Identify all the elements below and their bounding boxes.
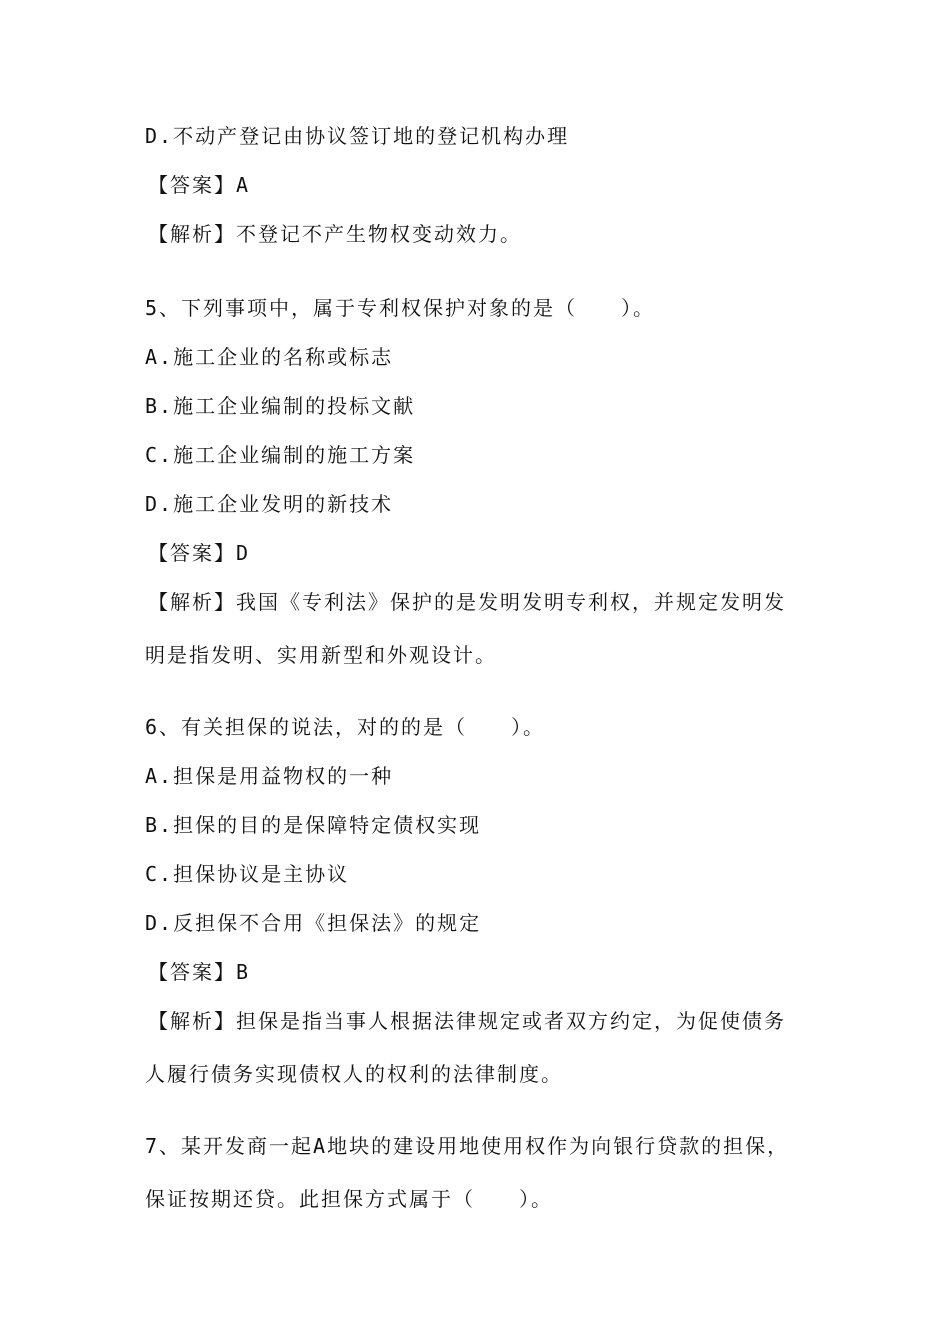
q4-answer: 【答案】A xyxy=(148,173,251,197)
q6-question: 6、有关担保的说法，对的的是（ ）。 xyxy=(145,715,546,739)
q5-analysis-line-2: 明是指发明、实用新型和外观设计。 xyxy=(145,643,497,667)
q7-question-line-2: 保证按期还贷。此担保方式属于（ ）。 xyxy=(145,1187,553,1211)
q6-option-b: B.担保的目的是保障特定债权实现 xyxy=(145,813,482,837)
q5-option-b: B.施工企业编制的投标文献 xyxy=(145,394,416,418)
q6-answer: 【答案】B xyxy=(148,960,251,984)
q7-question-line-1: 7、某开发商一起A地块的建设用地使用权作为向银行贷款的担保， xyxy=(145,1134,790,1158)
q5-option-d: D.施工企业发明的新技术 xyxy=(145,492,394,516)
q6-analysis-line-1: 【解析】担保是指当事人根据法律规定或者双方约定，为促使债务 xyxy=(148,1009,786,1033)
q6-option-a: A.担保是用益物权的一种 xyxy=(145,764,394,788)
q5-question: 5、下列事项中，属于专利权保护对象的是（ ）。 xyxy=(145,296,656,320)
q5-option-c: C.施工企业编制的施工方案 xyxy=(145,443,416,467)
q5-analysis-line-1: 【解析】我国《专利法》保护的是发明发明专利权，并规定发明发 xyxy=(148,590,786,614)
q5-option-a: A.施工企业的名称或标志 xyxy=(145,345,394,369)
q6-option-d: D.反担保不合用《担保法》的规定 xyxy=(145,911,482,935)
q6-analysis-line-2: 人履行债务实现债权人的权利的法律制度。 xyxy=(145,1062,563,1086)
q5-answer: 【答案】D xyxy=(148,541,251,565)
q4-option-d: D.不动产登记由协议签订地的登记机构办理 xyxy=(145,124,570,148)
q4-analysis: 【解析】不登记不产生物权变动效力。 xyxy=(148,222,522,246)
q6-option-c: C.担保协议是主协议 xyxy=(145,862,350,886)
